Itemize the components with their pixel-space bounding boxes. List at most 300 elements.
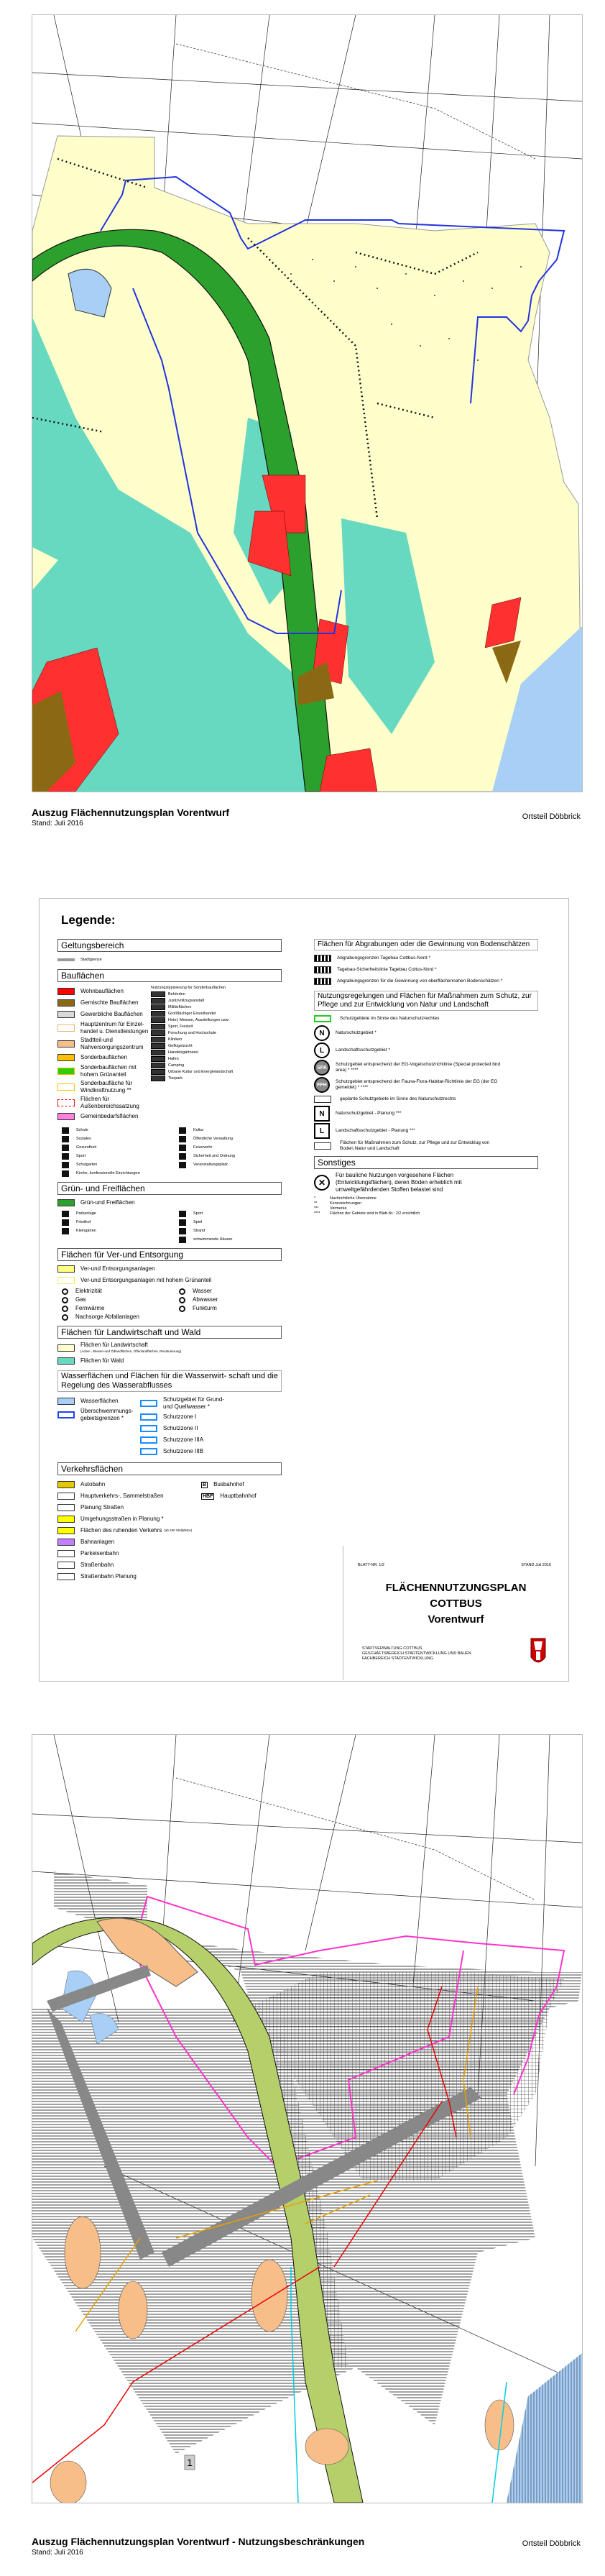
legend-label: Elektrizität [75,1288,102,1294]
org-line: FACHBEREICH STADTENTWICKLUNG [362,1656,433,1661]
legend-label: Gewerbliche Bauflächen [80,1011,143,1017]
legend-label: Straßenbahn Planung [80,1573,137,1580]
legend-label: Stadtgrenze [80,958,102,962]
swatch-sonder [57,1054,75,1061]
utility-icon [62,1314,68,1321]
legend-item [57,1236,170,1243]
footnote [314,1201,544,1206]
road-swatch [57,1573,75,1580]
legend-label: Ver-und Entsorgungsanlagen [80,1265,155,1272]
legend-label: Schutzgebiete im Sinne des Naturschutzrechtes [340,1016,440,1021]
utility-icon [179,1306,185,1312]
road-swatch [57,1516,75,1523]
org-line: GESCHÄFTSBEREICH STADTENTWICKLUNG UND BAUEN [362,1651,471,1656]
type-tag-icon [151,1017,165,1023]
facility-icon [179,1162,186,1168]
map1-ortsteil: Ortsteil Döbbrick [522,812,581,821]
legend-label: Geflügelzucht [168,1044,193,1048]
legend-label: Umgehungsstraßen in Planung * [80,1516,164,1522]
legend-item [57,1135,170,1142]
legend-label: schwimmende Häuser [193,1237,233,1242]
section-sonstiges: Sonstiges [314,1156,538,1169]
footnote-mark: *** [314,1206,319,1211]
legend-item [314,1042,544,1058]
facility-icon [179,1136,186,1142]
section-verkehr: Verkehrsflächen [57,1462,282,1475]
nature-swatch [314,1015,331,1022]
legend-item [175,1210,287,1217]
protected-area-icon: N [314,1106,330,1122]
legend-label: Friedhof [76,1220,91,1224]
legend-item [57,1305,170,1312]
legend-item [175,1152,287,1160]
map1-title: Auszug Flächennutzungsplan Vorentwurf [32,807,230,818]
title-block-stand: STAND Juli 2016 [521,1563,551,1567]
legend-label: Sonderbauflächen mit hohem Grünanteil [80,1064,137,1078]
legend-item [57,1161,170,1168]
road-swatch [57,1493,75,1500]
legend-item [151,1063,273,1068]
legend-item [314,965,544,975]
legend-item [140,1424,228,1434]
legend-label: Forschung und Hochschule [168,1031,216,1035]
legend-item [57,1210,170,1217]
legend-item [57,1288,170,1295]
section-geltungsbereich: Geltungsbereich [57,939,282,952]
green-facility-icon [62,1211,69,1217]
legend-label: Abwasser [193,1296,218,1303]
legend-item [314,976,544,986]
legend-label: geplante Schutzgebiete im Sinne des Naturschutzrechts [340,1096,456,1101]
swatch-gruen [57,1199,75,1206]
swatch-ueberschwemmung [57,1411,75,1418]
legend-note: (Acker-, Wiesen-und Ödlandflächen, Offenlandflächen, Renaturierung) [80,1349,182,1353]
utility-icon [179,1288,185,1295]
swatch-landwirtschaft [57,1344,75,1352]
section-natur: Nutzungsregelungen und Flächen für Maßnahmen zum Schutz, zur Pflege und zur Entwicklung von Natur und Landschaft [314,991,538,1011]
legend-label: Kirche, konfessionelle Einrichtungen [76,1171,140,1175]
legend-item [57,1127,170,1134]
legend-label: Schutzzone IIIB [163,1448,204,1454]
legend-label: Fernwärme [75,1305,105,1311]
legend-label: Gemeinbedarfsflächen [80,1113,139,1119]
mining-line-swatch [314,978,331,985]
type-tag-icon [151,1004,165,1010]
swatch-gemischt [57,999,75,1007]
section-abgrabungen: Flächen für Abgrabungen oder die Gewinnung von Bodenschätzen [314,939,538,950]
legend-label: Schutzzone IIIA [163,1436,204,1443]
road-swatch [57,1550,75,1557]
bauflaechen-list [57,985,151,1123]
legend-label: Schulgarten [76,1163,98,1167]
legend-label: Militärflächen [168,1005,192,1009]
type-tag-icon [151,1063,165,1068]
legend-item [57,1227,170,1234]
legend-label: Öffentliche Verwaltung [193,1137,233,1141]
legend-item [151,1030,273,1036]
green-facility-icon [62,1228,69,1234]
utility-icon [62,1288,68,1295]
road-swatch [57,1527,75,1534]
legend-label: Sport [76,1154,86,1158]
legend-label: Schutzzone I [163,1413,197,1420]
road-swatch [57,1539,75,1546]
typisierung-list [151,985,273,1123]
protected-area-icon: L [314,1042,330,1058]
protected-area-icon: FFH [314,1077,330,1093]
footnote-text: Vermerke [330,1206,347,1211]
water-protection-swatch [140,1425,157,1432]
legend-item [314,1140,544,1152]
org-line: STADTVERWALTUNG COTTBUS [362,1646,422,1651]
legend-item [314,953,544,963]
utility-icon [62,1306,68,1312]
facility-icon [62,1145,69,1151]
typisierung-title: Nutzungstypisierung für Sonderbauflächen [151,986,226,990]
legend-item [151,1069,273,1075]
legend-label: Hauptbahnhof [220,1493,257,1499]
legend-item [57,1170,170,1177]
footnote-mark: ** [314,1201,318,1206]
sheet-number: BLATT-NR: 1/2 [358,1563,384,1567]
legend-item [57,1296,170,1303]
footnote-mark: **** [314,1211,320,1216]
legend-label: Wasserflächen [80,1398,119,1404]
legend-label: Tierpark [168,1076,183,1081]
type-tag-icon [151,1011,165,1017]
legend-item [57,1560,201,1570]
legend-item [151,1076,273,1081]
legend-label: Bahnanlagen [80,1539,115,1545]
facility-icon [62,1162,69,1168]
road-swatch [57,1504,75,1511]
legend-item [314,1106,544,1122]
legend-item [151,1017,273,1023]
legend-label: Flächen für Landwirtschaft [80,1342,148,1348]
facility-icon [62,1127,69,1134]
type-tag-icon [151,1056,165,1062]
swatch-wasser [57,1398,75,1405]
swatch-wald [57,1357,75,1365]
legend-label: Parkanlage [76,1211,96,1216]
legend-label: Flächen für Maßnahmen zum Schutz, zur Pflege und zur Entwicklug von Boden,Natur und Landschaft [340,1140,490,1151]
legend-item [140,1396,228,1411]
legend-item [57,1144,170,1151]
legend-item [175,1127,287,1134]
legend-label: Straßenbahn [80,1562,114,1568]
legend-left-column [57,935,287,1583]
green-facility-icon [179,1237,186,1243]
type-tag-icon [151,998,165,1004]
legend-note: (ab 100 Stellplätze) [164,1528,193,1532]
coat-of-arms-logo [530,1636,547,1667]
land-use-map [32,14,583,792]
legend-item [57,1480,201,1490]
road-swatch [57,1562,75,1569]
type-tag-icon [151,1069,165,1075]
stadtgrenze-swatch [57,958,75,961]
swatch-wohn [57,988,75,995]
section-gruen: Grün- und Freiflächen [57,1182,282,1195]
utility-icon [179,1297,185,1303]
water-hatch-2 [507,2353,582,2503]
legend-item [57,1572,201,1582]
legend-label: Justizvollzugsanstalt [168,999,205,1003]
legend-item [57,955,287,965]
legend-item [175,1135,287,1142]
green-facility-icon [179,1228,186,1234]
legend-item [314,1172,544,1193]
legend-label: Sonderbaufläche für Windkraftnutzung ** [80,1080,133,1094]
mining-line-swatch [314,966,331,973]
legend-label: Schutzgebiet entsprechend der EG-Vogelschutzrichtlinie (Special protected bird area) * **** [336,1062,501,1073]
swatch-hauptzentrum [57,1025,75,1032]
legend-item [175,1296,287,1303]
legend-item [57,1514,201,1524]
legend-item [151,1037,273,1042]
footnote-text: Kennzeichnungen [330,1201,362,1206]
legend-label: Hauptverkehrs-, Sammelstraßen [80,1493,164,1499]
plan-city: COTTBUS [430,1598,482,1610]
legend-label: Überschwemmungs- gebietsgrenzen * [80,1408,134,1421]
legend-label: Kliniken [168,1037,183,1042]
legend-item [175,1227,287,1234]
footnote [314,1206,544,1211]
legend-label: Hauptzentrum für Einzel- handel u. Dienstleistungen [80,1021,149,1035]
legend-item [175,1288,287,1295]
nature-swatch [314,1142,331,1150]
legend-item [140,1435,228,1445]
restrictions-map [32,1734,583,2503]
legend-label: Sport [193,1211,203,1216]
legend-label: Abgrabungsgrenzen Tagebau Cottbus-Nord * [337,955,430,961]
section-bauflaechen: Bauflächen [57,969,282,982]
station-icon: HBF [203,1493,213,1499]
swatch-gemeinbedarf [57,1113,75,1120]
legend-item [175,1144,287,1151]
legend-label: Sonderbauflächen [80,1054,127,1060]
legend-item [57,1219,170,1226]
station-icon: B [203,1482,207,1488]
legend-label: Camping [168,1063,185,1068]
legend-label: Wohnbauflächen [80,988,124,994]
legend-label: Für bauliche Nutzungen vorgesehene Flächen (Entwicklungsflächen), deren Böden erheblich mit umweltgefährdenden Stoffen belastet sind [336,1172,462,1193]
legend-right-column [314,935,544,1216]
water-protection-swatch [140,1400,157,1407]
map2-drawing [32,1735,582,2503]
plan-stage: Vorentwurf [428,1613,484,1626]
legend-item [151,998,273,1004]
legend-item [151,1050,273,1055]
road-swatch [57,1481,75,1488]
legend-label: Soziales [76,1137,91,1141]
legend-label: Flächen für Wald [80,1357,124,1364]
swatch-gewerbe [57,1011,75,1018]
footnote-mark: * [314,1196,316,1201]
organisation [362,1646,471,1661]
facility-icon [179,1127,186,1134]
legend-label: Busbahnhof [213,1481,244,1488]
type-tag-icon [151,1043,165,1049]
water-protection-swatch [140,1413,157,1421]
legend-label: Gesundheit [76,1145,97,1150]
legend-label: Wasser [193,1288,212,1294]
footnote-text: Flächen der Gebiete sind in Blatt-Nr.: 2/2 ersichtlich [330,1211,420,1216]
legend-label: Funkturm [193,1305,217,1311]
map2-stand: Stand: Juli 2016 [32,2549,83,2557]
facility-icon [62,1136,69,1142]
facility-icon [62,1153,69,1160]
footnote [314,1211,544,1216]
swatch-aussenbereich [57,1099,75,1106]
legend-label: Autobahn [80,1481,106,1488]
legend-item [175,1305,287,1312]
legend-item [175,1236,287,1243]
type-tag-icon [151,1050,165,1055]
legend-label: Parkeisenbahn [80,1550,119,1557]
legend-label: Nachsorge Abfallanlagen [75,1314,139,1320]
legend-label: Grün-und Freiflächen [80,1199,135,1206]
gemeinbedarf-symbols [57,1126,287,1178]
protected-area-icon: SPA [314,1060,330,1076]
legend-label: Schutzgebiet entsprechend der Fauna-Flora-Habitat-Richtlinie der EG (der EG gemeldet) * **** [336,1079,498,1090]
legend-label: Strand [193,1229,205,1233]
map2-ortsteil: Ortsteil Döbbrick [522,2539,581,2548]
legend-label: Feuerwehr [193,1145,213,1150]
legend-label: Schutzgebiet für Grund- und Quellwasser * [163,1396,224,1410]
legend-frame [39,898,569,1682]
mining-line-swatch [314,955,331,962]
legend-item [140,1412,228,1422]
swatch-versorgung [57,1265,75,1273]
legend-label: Schutzzone II [163,1425,198,1431]
legend-item [314,1014,544,1024]
legend-label: Gas [75,1296,86,1303]
section-wasser: Wasserflächen und Flächen für die Wasserwirt- schaft und die Regelung des Wasserabflusses [57,1370,282,1392]
legend-item [151,1056,273,1062]
legend-label: Hafen [168,1057,179,1061]
legend-label: Landschaftsschutzgebiet * [336,1048,390,1053]
legend-label: Großflächiger Einzelhandel [168,1012,216,1016]
type-tag-icon [151,991,165,997]
green-facility-icon [179,1211,186,1217]
type-tag-icon [151,1024,165,1030]
legend-label: Planung Straßen [80,1504,124,1511]
swatch-sonder-gruen [57,1068,75,1075]
utility-icon [62,1297,68,1303]
green-facility-icon [62,1219,69,1226]
map-drawing [32,15,582,792]
legend-item [57,1526,201,1536]
swatch-versorgung-gruen [57,1277,75,1284]
legend-item [201,1491,257,1501]
legend-label: Behörden [168,992,185,996]
legend-item [314,1123,544,1139]
footnote-text: Nachrichtliche Übernahme [330,1196,377,1201]
legend-item [151,1011,273,1017]
facility-icon [62,1170,69,1177]
legend-label: Kleingärten [76,1229,96,1233]
legend-item [57,1549,201,1559]
legend-item [151,1043,273,1049]
legend-item [57,1491,201,1501]
legend-item [175,1219,287,1226]
swatch-stadtteil [57,1040,75,1048]
legend-item [201,1480,257,1490]
versorgung-symbols [57,1287,287,1321]
legend-item [140,1447,228,1457]
legend-item [151,1004,273,1010]
gray-band-1 [47,1965,151,2012]
legend-label: Naturschutzgebiet - Planung *** [336,1111,402,1116]
legend-label: Naturschutzgebiet * [336,1030,377,1035]
legend-item [57,1314,170,1321]
water-protection-swatch [140,1448,157,1455]
legend-label: Landschaftsschutzgebiet - Planung *** [336,1128,415,1133]
legend-heading: Legende: [61,913,116,927]
plan-title: FLÄCHENNUTZUNGSPLAN [385,1582,527,1594]
legend-item [57,1537,201,1547]
green-facility-icon [179,1219,186,1226]
legend-label: Stadtteil-und Nahversorgungszentrum [80,1037,144,1050]
gruen-symbols [57,1209,287,1244]
facility-icon [179,1145,186,1151]
legend-item [175,1161,287,1168]
legend-label: Gemischte Bauflächen [80,999,139,1006]
map2-label: 1 [187,2457,193,2468]
contaminated-site-icon: ✕ [314,1175,330,1191]
map2-title: Auszug Flächennutzungsplan Vorentwurf - Nutzungsbeschränkungen [32,2536,365,2547]
map1-stand: Stand: Juli 2016 [32,820,83,828]
section-versorgung: Flächen für Ver-und Entsorgung [57,1248,282,1261]
legend-item [151,1024,273,1030]
legend-item [151,991,273,997]
section-landwirtschaft: Flächen für Landwirtschaft und Wald [57,1326,282,1339]
title-block [343,1546,568,1680]
legend-item [57,1503,201,1513]
legend-label: Abgrabungsgrenzen für die Gewinnung von oberflächennahen Bodenschätzen * [337,978,503,984]
legend-label: Sport, Freizeit [168,1025,193,1029]
legend-item [314,1025,544,1041]
legend-item [314,1077,544,1093]
legend-label: Spiel [193,1220,203,1224]
legend-label: Kultur [193,1128,204,1132]
legend-label: Handelsgärtnerei [168,1050,198,1055]
type-tag-icon [151,1076,165,1081]
type-tag-icon [151,1037,165,1042]
legend-label: Veranstaltungsplatz [193,1163,228,1167]
legend-label: Tagebau-Sicherheitslinie Tagebau Cottus-Nord * [337,967,437,972]
protected-area-icon: L [314,1123,330,1139]
water-protection-swatch [140,1436,157,1444]
protected-area-icon: N [314,1025,330,1041]
legend-label: Hotel, Messen, Ausstellungen usw. [168,1018,229,1022]
legend-label: Sicherheit und Ordnung [193,1154,236,1158]
facility-icon [179,1153,186,1160]
legend-item [57,1152,170,1160]
footnote [314,1196,544,1201]
legend-label: Urbane Kultur und Energielandschaft [168,1070,234,1074]
legend-label: Flächen für Außenbereichssatzung [80,1096,139,1109]
nature-swatch [314,1096,331,1103]
type-tag-icon [151,1030,165,1036]
legend-label: Ver-und Entsorgungsanlagen mit hohem Grünanteil [80,1277,212,1283]
legend-item [314,1060,544,1076]
legend-label: Flächen des ruhenden Verkehrs [80,1527,162,1534]
legend-label: Schule [76,1128,88,1132]
legend-item [314,1094,544,1104]
swatch-windkraft [57,1083,75,1091]
